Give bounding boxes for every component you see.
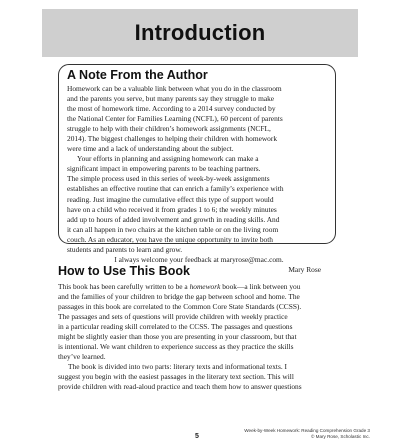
note-line: the most of homework time. According to a 2014 survey conducted by [67, 104, 276, 114]
note-paragraph-1 [67, 84, 331, 154]
page-title: Introduction [134, 20, 266, 45]
how-to-line: is intentional. We want children to experience success as they practice the skills [58, 342, 294, 352]
how-to-line: The passages and sets of questions will provide children with weekly practice [58, 312, 288, 322]
note-line: students and parents to learn and grow. [67, 244, 183, 254]
note-line: and the parents you serve, but many parents say they struggle to make [67, 94, 275, 104]
footer-credit [244, 428, 370, 440]
note-line: significant impact in empowering parents to be teaching partners. [67, 164, 261, 174]
title-banner [42, 9, 358, 57]
note-line: reading. Just imagine the cumulative effect this type of support would [67, 194, 274, 204]
how-to-line-suffix: book—a link between you [220, 282, 301, 291]
note-line: couch. As an educator, you have the unique opportunity to invite both [67, 234, 273, 244]
note-feedback: I always welcome your feedback at maryrose@mac.com. [114, 254, 284, 264]
how-to-line: suggest you begin with the easiest passages in the literary text section. This will [58, 372, 294, 382]
note-line: the National Center for Families Learning (NCFL), 60 percent of parents [67, 114, 283, 124]
how-to-body [58, 282, 348, 393]
how-to-line: might be slightly easier than those you are presenting in your classroom, but that [58, 332, 297, 342]
note-line: Your efforts in planning and assigning homework can make a [77, 154, 259, 164]
footer-line: Week-by-Week Homework: Reading Comprehension Grade 3 [244, 428, 370, 433]
note-line: it can all happen in two chairs at the kitchen table or on the living room [67, 224, 279, 234]
page-number: 5 [195, 433, 199, 440]
how-to-line: they’ve learned. [58, 352, 106, 362]
note-line: were time and a lack of understanding about the subject. [67, 144, 234, 154]
note-line: add up to hours of added involvement and growth in reading skills. And [67, 214, 280, 224]
how-to-line: in a particular reading skill correlated to the CCSS. The passages and questions [58, 322, 293, 332]
how-to-line: passages in this book are correlated to the Common Core State Standards (CCSS). [58, 302, 302, 312]
how-to-line-prefix: This book has been carefully written to be a [58, 282, 190, 291]
how-to-line: and the families of your children to bridge the gap between school and home. The [58, 292, 300, 302]
note-line: have on a child who received it from grades 1 to 6; the weekly minutes [67, 204, 277, 214]
note-signature: Mary Rose [288, 264, 321, 274]
note-line: Homework can be a valuable link between what you do in the classroom [67, 84, 282, 93]
note-paragraph-2 [67, 154, 331, 254]
how-to-emphasis: homework [189, 282, 221, 291]
how-to-line: provide children with read-aloud practice and teach them how to answer questions [58, 382, 302, 392]
note-line: 2014). The biggest challenges to helping their children with homework [67, 134, 278, 144]
note-line: The simple process used in this series of week-by-week assignments [67, 174, 270, 184]
note-line: establishes an effective routine that can enrich a family’s experience with [67, 184, 284, 194]
how-to-line: The book is divided into two parts: literary texts and informational texts. I [68, 362, 288, 372]
footer-line: © Mary Rose, Scholastic Inc. [310, 434, 370, 439]
note-heading: A Note From the Author [67, 68, 208, 82]
how-to-line [58, 282, 348, 292]
how-to-heading: How to Use This Book [58, 264, 190, 278]
note-line: struggle to help with their children’s homework assignments (NCFL, [67, 124, 271, 134]
